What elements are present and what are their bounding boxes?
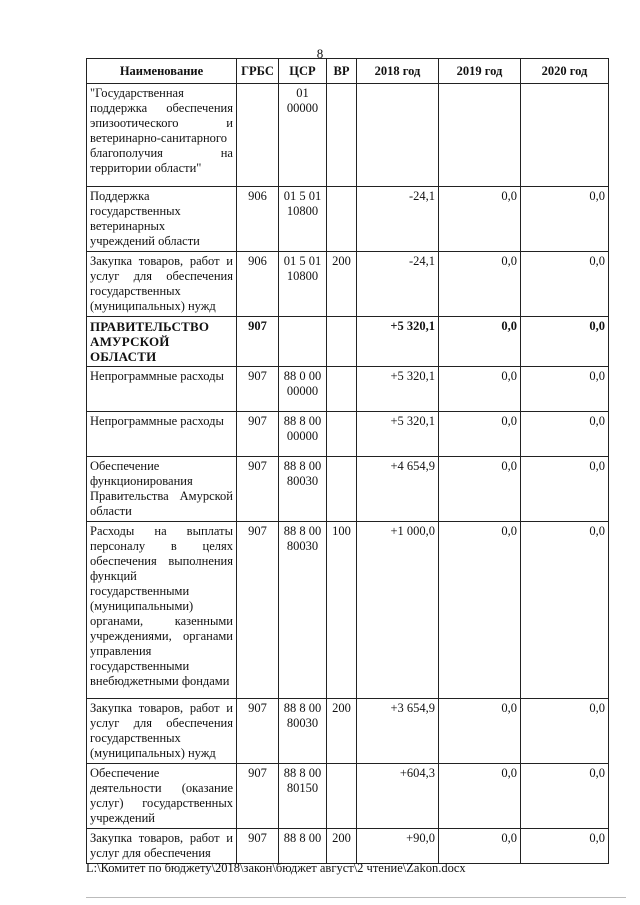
row-csr: 88 8 00 80030 (279, 522, 327, 699)
row-grbs: 907 (237, 522, 279, 699)
row-name: Непрограммные расходы (87, 412, 237, 457)
row-grbs: 907 (237, 829, 279, 864)
row-2020: 0,0 (521, 252, 609, 317)
row-2018: +5 320,1 (357, 412, 439, 457)
header-csr: ЦСР (279, 59, 327, 84)
header-2020: 2020 год (521, 59, 609, 84)
row-grbs: 906 (237, 187, 279, 252)
row-2019: 0,0 (439, 764, 521, 829)
header-name: Наименование (87, 59, 237, 84)
table-row (87, 764, 609, 829)
row-grbs: 907 (237, 457, 279, 522)
row-2018: +3 654,9 (357, 699, 439, 764)
row-2019: 0,0 (439, 699, 521, 764)
row-name: ПРАВИТЕЛЬСТВО АМУРСКОЙ ОБЛАСТИ (87, 317, 237, 367)
row-name: Обеспечение деятельности (оказание услуг) государственных учреждений (87, 764, 237, 829)
row-grbs: 907 (237, 367, 279, 412)
row-csr: 88 8 00 (279, 829, 327, 864)
row-vr: 200 (327, 252, 357, 317)
table-row (87, 317, 609, 367)
row-2018: +5 320,1 (357, 317, 439, 367)
row-2019: 0,0 (439, 412, 521, 457)
row-2019: 0,0 (439, 829, 521, 864)
table-row (87, 699, 609, 764)
row-name: Расходы на выплаты персоналу в целях обеспечения выполнения функций государственными (муниципальными) органами, казенными учреждениями, органами управления государственными внебюджетными фондами (87, 522, 237, 699)
row-grbs: 907 (237, 412, 279, 457)
row-grbs: 907 (237, 764, 279, 829)
row-name: Закупка товаров, работ и услуг для обеспечения государственных (муниципальных) нужд (87, 252, 237, 317)
divider (86, 897, 626, 898)
row-2018: +5 320,1 (357, 367, 439, 412)
row-vr: 200 (327, 699, 357, 764)
row-2020: 0,0 (521, 412, 609, 457)
row-2019: 0,0 (439, 522, 521, 699)
table-row (87, 829, 609, 864)
row-csr: 01 5 01 10800 (279, 252, 327, 317)
row-2018: +1 000,0 (357, 522, 439, 699)
header-grbs: ГРБС (237, 59, 279, 84)
row-2019: 0,0 (439, 317, 521, 367)
row-name: Непрограммные расходы (87, 367, 237, 412)
row-2020: 0,0 (521, 367, 609, 412)
row-2019: 0,0 (439, 367, 521, 412)
row-2019 (439, 84, 521, 187)
table-row (87, 367, 609, 412)
table-row (87, 522, 609, 699)
row-2020: 0,0 (521, 522, 609, 699)
table-row (87, 412, 609, 457)
row-vr (327, 764, 357, 829)
row-2018: +4 654,9 (357, 457, 439, 522)
row-vr: 100 (327, 522, 357, 699)
row-csr: 88 8 00 80150 (279, 764, 327, 829)
row-vr (327, 317, 357, 367)
table-row (87, 252, 609, 317)
table-row (87, 187, 609, 252)
row-csr: 88 8 00 80030 (279, 699, 327, 764)
row-vr: 200 (327, 829, 357, 864)
header-2018: 2018 год (357, 59, 439, 84)
table-header-row (87, 59, 609, 84)
header-vr: ВР (327, 59, 357, 84)
row-2020: 0,0 (521, 699, 609, 764)
table-row (87, 84, 609, 187)
row-name: "Государственная поддержка обеспечения эпизоотического и ветеринарно-санитарного благополучия на территории области" (87, 84, 237, 187)
row-2020: 0,0 (521, 317, 609, 367)
row-grbs: 907 (237, 317, 279, 367)
row-grbs: 906 (237, 252, 279, 317)
row-2020: 0,0 (521, 764, 609, 829)
row-name: Поддержка государственных ветеринарных учреждений области (87, 187, 237, 252)
row-vr (327, 367, 357, 412)
row-csr: 88 0 00 00000 (279, 367, 327, 412)
row-grbs: 907 (237, 699, 279, 764)
row-2020 (521, 84, 609, 187)
row-2019: 0,0 (439, 252, 521, 317)
footer-file-path: L:\Комитет по бюджету\2018\закон\бюджет август\2 чтение\Zakon.docx (86, 861, 466, 875)
row-2018: +90,0 (357, 829, 439, 864)
row-vr (327, 187, 357, 252)
row-vr (327, 412, 357, 457)
row-name: Закупка товаров, работ и услуг для обеспечения государственных (муниципальных) нужд (87, 699, 237, 764)
row-name: Закупка товаров, работ и услуг для обеспечения (87, 829, 237, 864)
row-csr: 88 8 00 00000 (279, 412, 327, 457)
row-csr: 88 8 00 80030 (279, 457, 327, 522)
row-grbs (237, 84, 279, 187)
row-2018: -24,1 (357, 252, 439, 317)
row-csr: 01 5 01 10800 (279, 187, 327, 252)
row-2018: -24,1 (357, 187, 439, 252)
table-row (87, 457, 609, 522)
row-2018 (357, 84, 439, 187)
page-number: 8 (316, 46, 324, 61)
row-name: Обеспечение функционирования Правительства Амурской области (87, 457, 237, 522)
row-2020: 0,0 (521, 457, 609, 522)
row-2019: 0,0 (439, 187, 521, 252)
row-2020: 0,0 (521, 829, 609, 864)
row-csr (279, 317, 327, 367)
row-csr: 01 00000 (279, 84, 327, 187)
header-2019: 2019 год (439, 59, 521, 84)
budget-table (86, 58, 609, 864)
row-2019: 0,0 (439, 457, 521, 522)
row-vr (327, 84, 357, 187)
row-vr (327, 457, 357, 522)
row-2018: +604,3 (357, 764, 439, 829)
row-2020: 0,0 (521, 187, 609, 252)
